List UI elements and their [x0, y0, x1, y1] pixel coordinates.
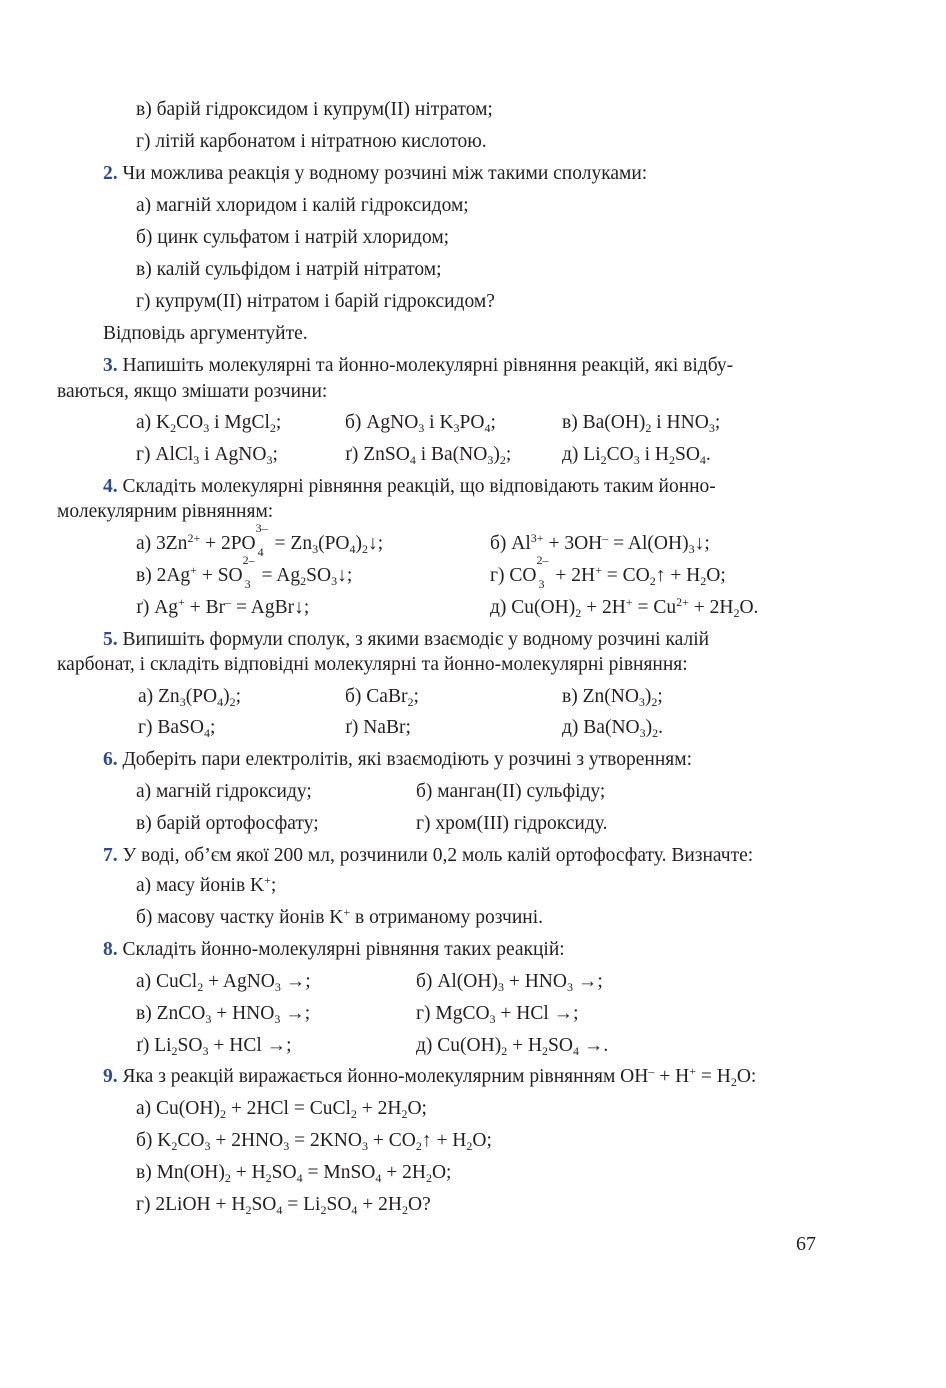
question-number: 7.	[103, 845, 118, 866]
q6-d: г) хром(ІІІ) гідроксиду.	[416, 813, 608, 834]
line-g-lithium: г) літій карбонатом і нітратною кислотою.	[136, 131, 487, 152]
question-text: Чи можлива реакція у водному розчині між такими сполуками:	[117, 163, 648, 184]
q2-option-c: в) калій сульфідом і натрій нітратом;	[136, 259, 442, 280]
q9-sup-1: –	[648, 1064, 655, 1078]
q2-option-a: а) магній хлоридом і калій гідроксидом;	[136, 195, 469, 216]
question-text: У воді, об’єм якої 200 мл, розчинили 0,2 моль калій ортофосфату. Визначте:	[117, 845, 754, 866]
question-7	[103, 844, 753, 868]
question-text: Яка з реакцій виражається йонно-молекулярним рівнянням OH	[117, 1066, 649, 1087]
q8-f: д) $Cu(OH)_2 + H_2SO_4$ →.	[416, 1035, 609, 1058]
q5-a: а) $Zn_3(PO_4)_2$;	[138, 686, 242, 709]
q7-a-end: ;	[270, 875, 277, 896]
q7-a-sup: +	[264, 873, 271, 887]
q5-e: ґ) NaBr;	[345, 717, 411, 738]
q6-a: а) магній гідроксиду;	[136, 781, 312, 802]
question-5-cont: карбонат, і складіть відповідні молекулярні та йонно-молекулярні рівняння:	[57, 654, 688, 675]
question-5	[103, 628, 709, 652]
question-6	[103, 748, 692, 772]
q5-b: б) CaBr$_2$;	[345, 686, 419, 709]
q9-b: б) $K_2CO_3 + 2HNO_3 = 2KNO_3$ + $CO_2↑ + H_2O$;	[136, 1130, 492, 1153]
q3-e: ґ) ZnSO$_4$ і $Ba(NO_3)_2$;	[345, 444, 512, 467]
q7-b-text: б) масову частку йонів K	[136, 907, 344, 928]
line-v-barium: в) барій гідроксидом і купрум(ІІ) нітратом;	[136, 99, 493, 120]
q7-b-sup: +	[343, 905, 351, 919]
q8-d: г) MgCO$_3$ + HCl →;	[416, 1003, 579, 1026]
question-number: 3.	[103, 355, 118, 376]
q2-note: Відповідь аргументуйте.	[103, 323, 308, 344]
q2-option-d: г) купрум(ІІ) нітратом і барій гідроксидом?	[136, 291, 495, 312]
q9-sub: 2	[730, 1075, 737, 1089]
q4-d: г) CO 2– 3 + $2H^+ = CO_2↑ + H_2O$;	[490, 553, 726, 591]
q4-a: а) $3Zn^{2+} + 2PO$ 3– 4 = $Zn_3(PO_4)_2↓$;	[136, 521, 384, 559]
question-2	[103, 162, 647, 186]
q9-sup-2: +	[689, 1064, 696, 1078]
question-text: Складіть молекулярні рівняння реакцій, що відповідають таким йонно-	[117, 476, 716, 497]
q8-a: а) CuCl$_2$ + AgNO$_3$ →;	[136, 971, 311, 994]
question-text: Доберіть пари електролітів, які взаємодіють у розчині з утворенням:	[117, 749, 693, 770]
q4-b: б) $Al^{3+} + 3OH^-$ = $Al(OH)_3↓$;	[490, 531, 710, 556]
q3-b: б) AgNO$_3$ і $K_3PO_4$;	[345, 412, 496, 435]
q6-c: в) барій ортофосфату;	[136, 813, 319, 834]
q9-a: а) $Cu(OH)_2 + 2HCl$ = CuCl$_2$ + $2H_2O$;	[136, 1098, 427, 1121]
q2-option-b: б) цинк сульфатом і натрій хлоридом;	[136, 227, 450, 248]
question-4	[103, 475, 716, 499]
q4-f: д) $Cu(OH)_2 + 2H^+ = Cu^{2+} + 2H_2O$.	[490, 595, 759, 620]
q5-c: в) $Zn(NO_3)_2$;	[562, 686, 663, 709]
q3-a: а) $K_2CO_3$ і MgCl$_2$;	[136, 412, 282, 435]
question-3	[103, 354, 733, 378]
q9-mid-2: = H	[695, 1066, 731, 1087]
question-3-cont: ваються, якщо змішати розчини:	[57, 381, 328, 402]
question-number: 4.	[103, 476, 118, 497]
q9-mid: + H	[654, 1066, 690, 1087]
q8-e: ґ) $Li_2SO_3$ + HCl →;	[136, 1035, 292, 1058]
q6-b: б) манган(ІІ) сульфіду;	[416, 781, 606, 802]
q4-e: ґ) Ag+ + Br– = AgBr↓;	[136, 595, 310, 618]
q7-b	[136, 906, 543, 930]
question-9	[103, 1065, 756, 1089]
page-number: 67	[796, 1233, 816, 1255]
question-text: Випишіть формули сполук, з якими взаємодіє у водному розчині калій	[117, 629, 710, 650]
q3-d: г) AlCl$_3$ і AgNO$_3$;	[136, 444, 278, 467]
q4-c: в) 2Ag+ + SO 2– 3 = $Ag_2SO_3↓$;	[136, 553, 353, 591]
q9-c: в) $Mn(OH)_2 + H_2SO_4$ = MnSO$_4$ + $2H_2O$;	[136, 1162, 452, 1185]
q7-b-end: в отриманому розчині.	[350, 907, 543, 928]
q9-d: г) 2LiOH + $H_2SO_4 = Li_2SO_4 + 2H_2O$?	[136, 1194, 431, 1217]
q5-d: г) BaSO$_4$;	[138, 717, 216, 740]
question-text: Напишіть молекулярні та йонно-молекулярні рівняння реакцій, які відбу-	[117, 355, 734, 376]
q9-end: O:	[736, 1066, 757, 1087]
question-8	[103, 938, 565, 962]
question-number: 9.	[103, 1066, 118, 1087]
question-number: 2.	[103, 163, 118, 184]
q8-b: б) $Al(OH)_3 + HNO_3$ →;	[416, 971, 603, 994]
question-text: Складіть йонно-молекулярні рівняння таких реакцій:	[117, 939, 565, 960]
q5-f: д) $Ba(NO_3)_2$.	[562, 717, 663, 740]
question-number: 8.	[103, 939, 118, 960]
q8-c: в) ZnCO$_3$ + $HNO_3$ →;	[136, 1003, 311, 1026]
q3-f: д) $Li_2CO_3$ і $H_2SO_4$.	[562, 444, 711, 467]
q7-a-text: а) масу йонів K	[136, 875, 265, 896]
question-number: 5.	[103, 629, 118, 650]
q3-c: в) $Ba(OH)_2$ і $HNO_3$;	[562, 412, 721, 435]
q7-a	[136, 874, 276, 898]
question-4-cont: молекулярним рівнянням:	[57, 501, 274, 522]
question-number: 6.	[103, 749, 118, 770]
